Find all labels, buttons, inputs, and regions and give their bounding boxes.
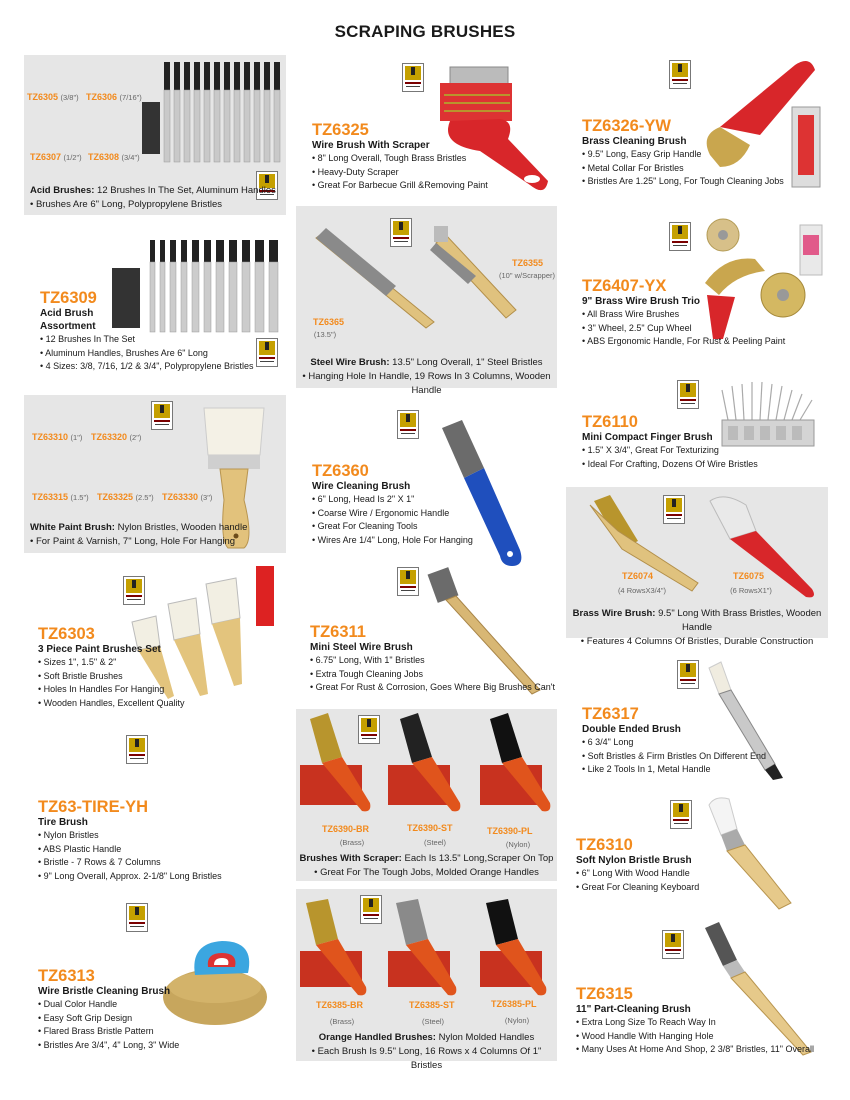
tz6303-block: TZ6303 3 Piece Paint Brushes Set • Sizes 1", 1.5" & 2" • Soft Bristle Brushes • Holes In Handles For Hanging • Wooden Handles, Excellent Quality — [38, 625, 278, 710]
product-tag: TZ6365 — [313, 317, 345, 327]
product-tag: TZ6306 (7/16") — [86, 92, 142, 102]
orange-handled-brush-set-image — [300, 899, 550, 1004]
orange-handled-brushes-description: Orange Handled Brushes: Nylon Molded Handles • Each Brush Is 9.5" Long, 16 Rows x 4 Columns Of 1" Bristles — [311, 1032, 542, 1071]
brand-logo — [677, 660, 699, 689]
product-code: TZ6313 — [38, 967, 95, 985]
brand-logo — [669, 222, 691, 251]
tz6326-block: TZ6326-YW Brass Cleaning Brush • 9.5" Long, Easy Grip Handle • Metal Collar For Bristles • Bristles Are 1.25" Long, For Tough Cleaning Jobs — [582, 117, 832, 189]
product-code: TZ6315 — [576, 985, 633, 1003]
product-variant: (Steel) — [421, 1017, 445, 1026]
scraper-brush-set-image — [300, 713, 550, 823]
tz6310-block: TZ6310 Soft Nylon Bristle Brush • 6" Long With Wood Handle • Great For Cleaning Keyboard — [576, 836, 826, 894]
product-variant: (Nylon) — [505, 840, 531, 849]
product-tag: TZ6075 — [733, 571, 765, 581]
product-variant: (Brass) — [329, 1017, 355, 1026]
product-tag: TZ6074 — [622, 571, 654, 581]
tz6317-block: TZ6317 Double Ended Brush • 6 3/4" Long • Soft Bristles & Firm Bristles On Different End • Like 2 Tools In 1, Metal Handle — [582, 705, 832, 777]
brand-logo — [126, 735, 148, 764]
product-code: TZ6309 — [40, 289, 97, 307]
product-code: TZ6310 — [576, 836, 633, 854]
tz6311-block: TZ6311 Mini Steel Wire Brush • 6.75" Long, With 1" Bristles • Extra Tough Cleaning Jobs • Great For Rust & Corrosion, Goes Where Big Brushes Can't — [310, 623, 560, 695]
product-variant: (Steel) — [423, 838, 447, 847]
product-tag: TZ6355 — [512, 258, 544, 268]
tz6110-block: TZ6110 Mini Compact Finger Brush • 1.5" X 3/4", Great For Texturizing • Ideal For Crafting, Dozens Of Wire Bristles — [582, 413, 832, 471]
product-size: (4 RowsX3/4") — [617, 586, 667, 595]
steel-wire-brush-description: Steel Wire Brush: 13.5" Long Overall, 1" Steel Bristles • Hanging Hole In Handle, 19 Rows In 3 Columns, Wooden Handle — [302, 357, 551, 396]
product-tag: TZ6385-PL — [491, 999, 537, 1009]
product-code: TZ6110 — [582, 413, 638, 431]
product-code: TZ63-TIRE-YH — [38, 798, 149, 816]
tz6360-block: TZ6360 Wire Cleaning Brush • 6" Long, Head Is 2" X 1" • Coarse Wire / Ergonomic Handle • Great For Cleaning Tools • Wires Are 1/4" Long, Hole For Hanging — [312, 462, 552, 547]
product-tag: TZ6385-BR — [316, 1000, 364, 1010]
product-tag: TZ63310 (1") — [32, 432, 83, 442]
product-tag: TZ6390-ST — [407, 823, 453, 833]
tz6309-block: TZ6309 Acid Brush Assortment • 12 Brushes In The Set • Aluminum Handles, Brushes Are 6" Long • 4 Sizes: 3/8, 7/16, 1/2 & 3/4", Polypropylene Bristles — [40, 289, 280, 374]
brass-wire-brushes-image — [580, 491, 820, 601]
tz6325-block: TZ6325 Wire Brush With Scraper • 8" Long Overall, Tough Brass Bristles • Heavy-Duty Scraper • Great For Barbecue Grill &Removing Paint — [312, 121, 552, 193]
brand-logo — [126, 903, 148, 932]
brushes-with-scraper-description: Brushes With Scraper: Each Is 13.5" Long,Scraper On Top • Great For The Tough Jobs, Molded Orange Handles — [299, 853, 554, 878]
product-variant: (Brass) — [339, 838, 365, 847]
brand-logo — [662, 930, 684, 959]
tz6313-block: TZ6313 Wire Bristle Cleaning Brush • Dual Color Handle • Easy Soft Grip Design • Flared Brass Bristle Pattern • Bristles Are 3/4", 4" Long, 3" Wide — [38, 967, 278, 1052]
tz6315-block: TZ6315 11" Part-Cleaning Brush • Extra Long Size To Reach Way In • Wood Handle With Hanging Hole • Many Uses At Home And Shop, 2 3/8" Bristles, 11" Overall — [576, 985, 826, 1057]
product-size: (6 RowsX1") — [730, 586, 772, 595]
product-variant: (Nylon) — [504, 1016, 530, 1025]
product-tag: TZ6390-PL — [487, 826, 533, 836]
brand-logo — [151, 401, 173, 430]
product-tag: TZ6385-ST — [409, 1000, 455, 1010]
product-code: TZ6317 — [582, 705, 639, 723]
product-code: TZ6311 — [310, 623, 366, 641]
tz6407-block: TZ6407-YX 9" Brass Wire Brush Trio • All Brass Wire Brushes • 3" Wheel, 2.5" Cup Wheel • ABS Ergonomic Handle, For Rust & Peeling Paint — [582, 277, 832, 349]
product-code: TZ6326-YW — [582, 117, 671, 135]
product-tag: TZ6390-BR — [322, 824, 370, 834]
page-title: SCRAPING BRUSHES — [334, 22, 516, 41]
product-tag: TZ63325 (2.5") — [97, 492, 154, 502]
acid-brushes-description: Acid Brushes: 12 Brushes In The Set, Aluminum Handles • Brushes Are 6" Long, Polypropylene Bristles — [30, 185, 276, 210]
product-tag: TZ6307 (1/2") — [30, 152, 82, 162]
brass-wire-brush-description: Brass Wire Brush: 9.5" Long With Brass Bristles, Wooden Handle • Features 4 Columns Of Bristles, Durable Construction — [572, 608, 822, 647]
product-tag: TZ6305 (3/8") — [27, 92, 79, 102]
product-size: (13.5") — [313, 330, 337, 339]
product-tag: TZ63320 (2") — [91, 432, 142, 442]
product-code: TZ6360 — [312, 462, 369, 480]
product-code: TZ6407-YX — [582, 277, 667, 295]
brand-logo — [670, 800, 692, 829]
brand-logo — [669, 60, 691, 89]
product-code: TZ6303 — [38, 625, 95, 643]
white-paint-brush-description: White Paint Brush: Nylon Bristles, Wooden handle • For Paint & Varnish, 7" Long, Hole For Hanging — [30, 522, 248, 547]
product-tag: TZ63330 (3") — [162, 492, 213, 502]
brand-logo — [397, 567, 419, 596]
product-tag: TZ63315 (1.5") — [32, 492, 89, 502]
tire-brush-block: TZ63-TIRE-YH Tire Brush • Nylon Bristles • ABS Plastic Handle • Bristle - 7 Rows & 7 Columns • 9" Long Overall, Approx. 2-1/8" Long Bristles — [38, 798, 288, 883]
product-code: TZ6325 — [312, 121, 369, 139]
product-tag: TZ6308 (3/4") — [88, 152, 140, 162]
brand-logo — [677, 380, 699, 409]
brand-logo — [397, 410, 419, 439]
product-size: (10" w/Scrapper) — [498, 271, 555, 280]
acid-brushes-image — [154, 62, 284, 162]
